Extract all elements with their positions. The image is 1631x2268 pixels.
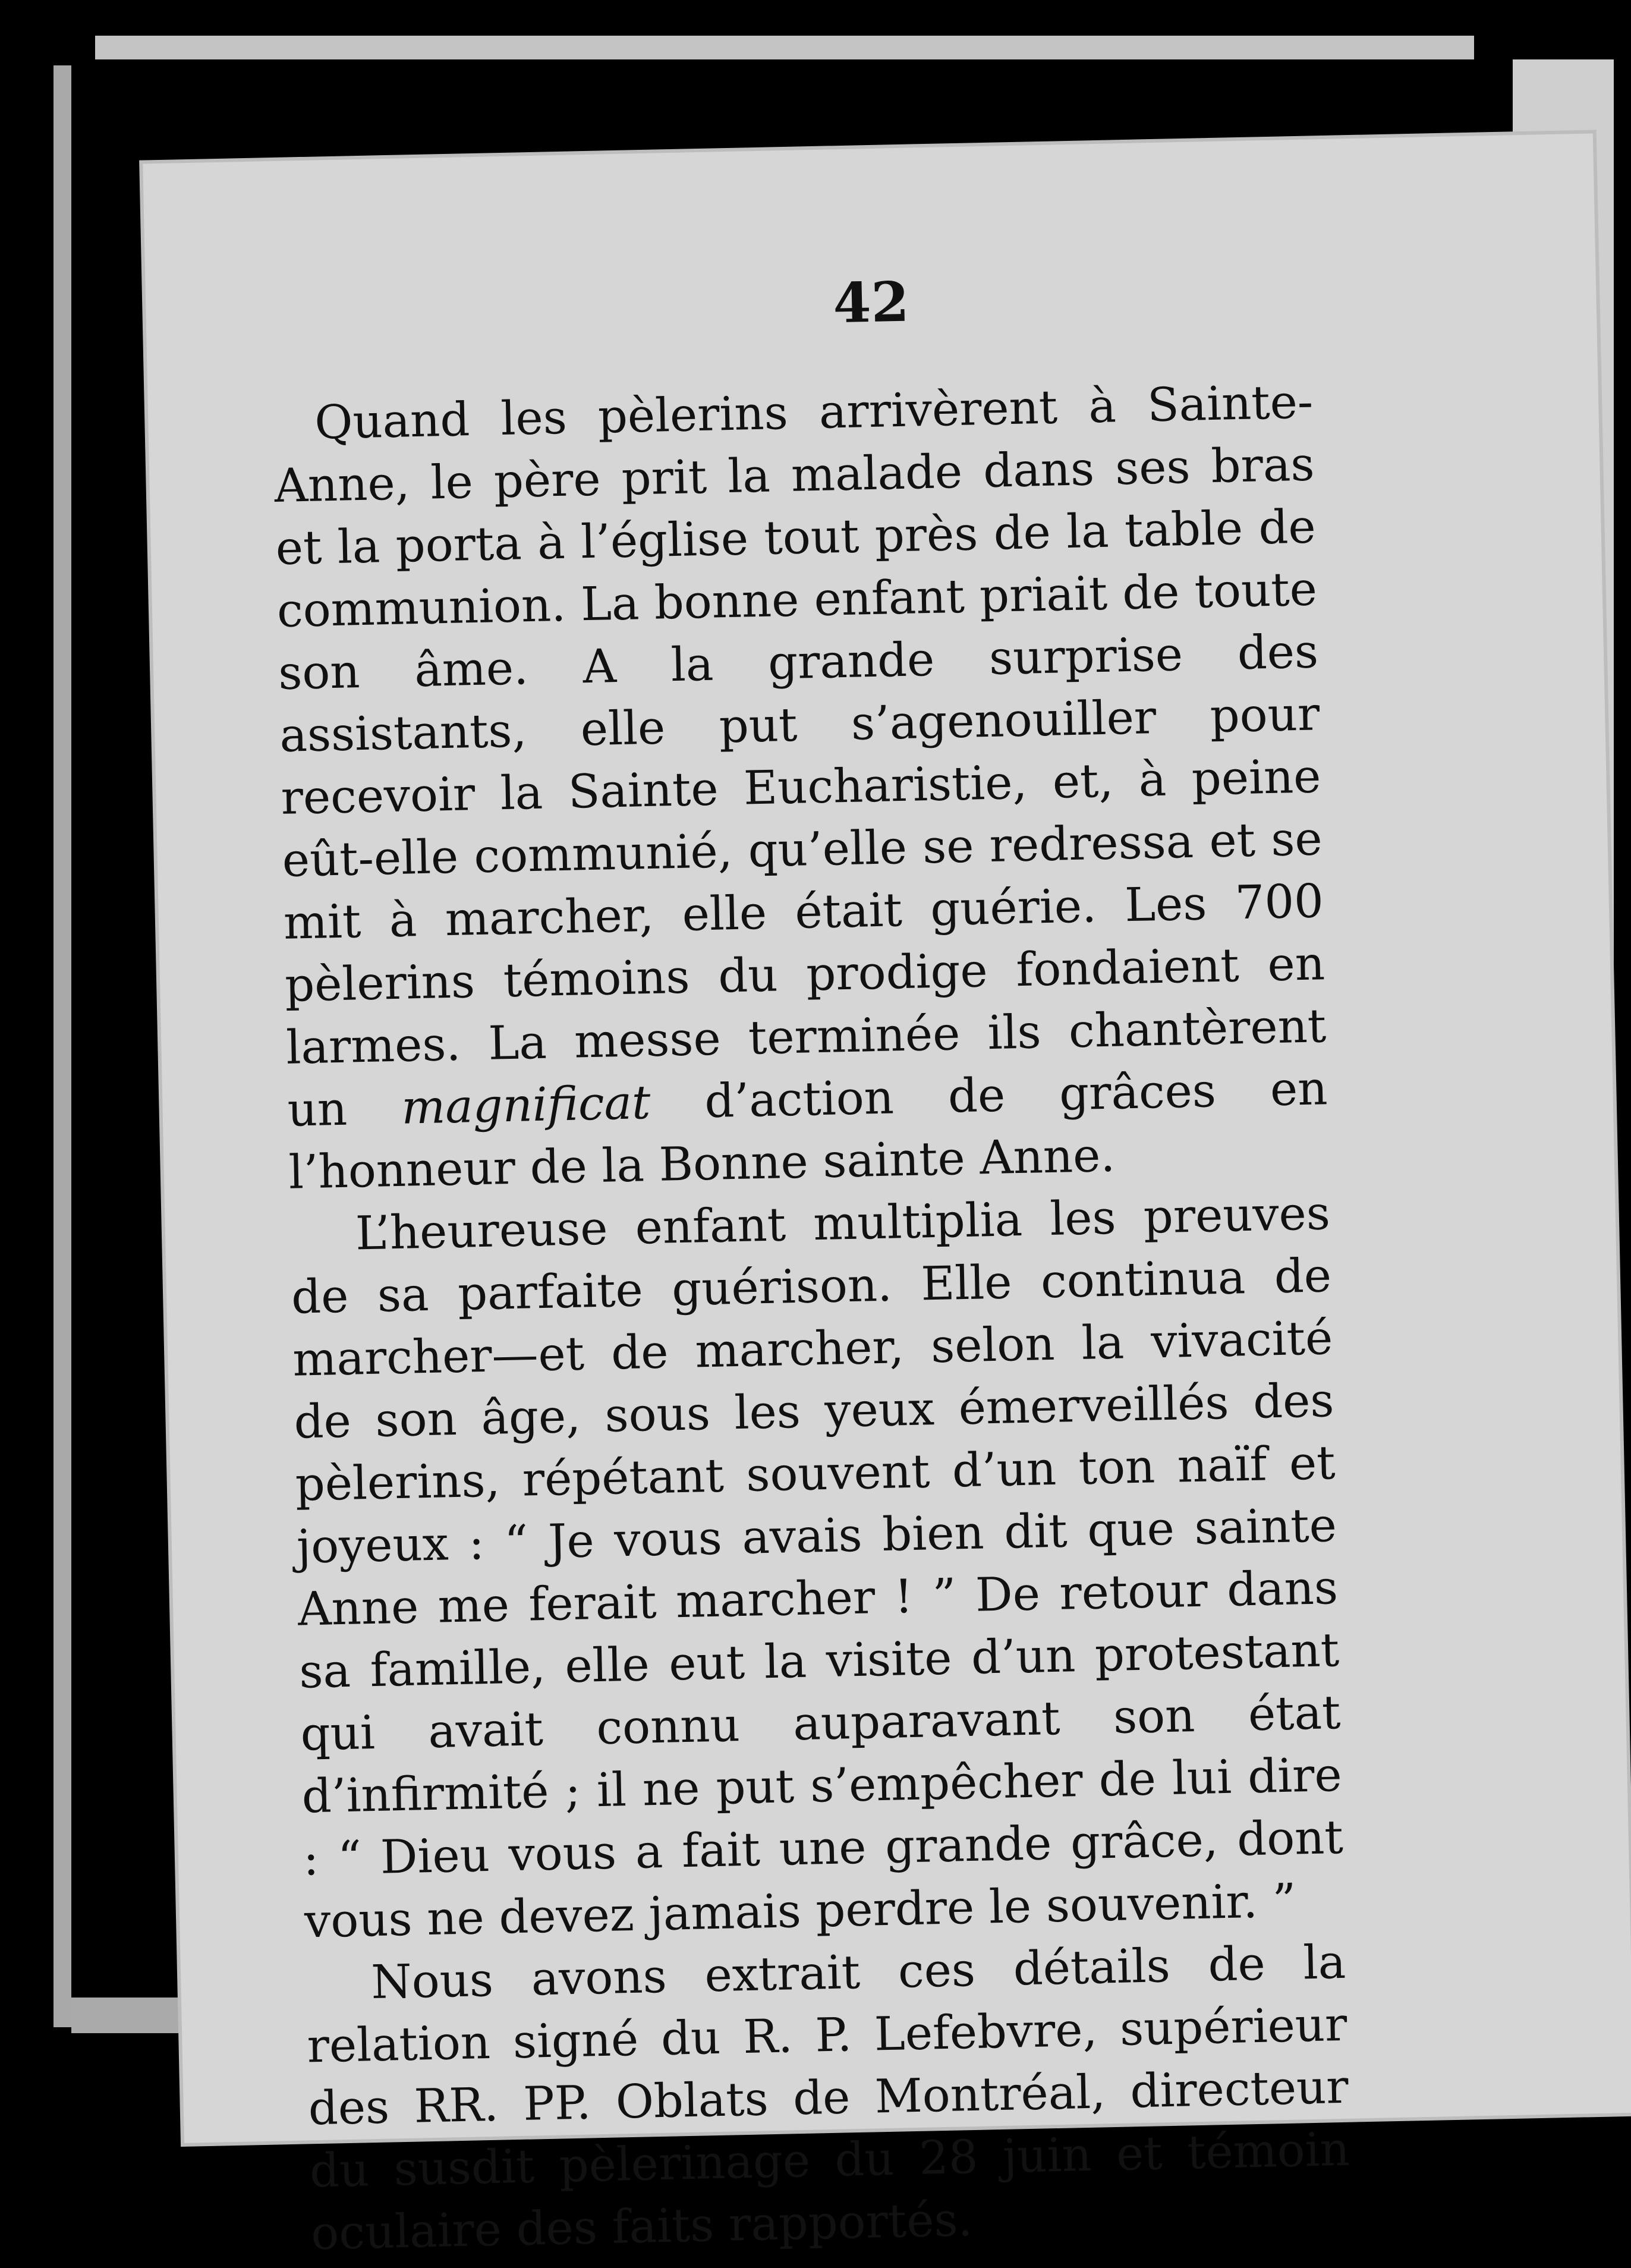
- paragraph-1-rest: d’action de grâces en l’honneur de la Bonne sainte Anne.: [288, 1062, 1328, 1200]
- book-page: [143, 133, 1631, 2261]
- paragraph-3-text: Nous avons extrait ces détails de la relation signé du R. P. Lefebvre, supérieur des RR. PP. Oblats de Montréal, directeur du susdit pèlerinage du 28 juin et témoin oculaire des faits rapportés.: [306, 1935, 1350, 2261]
- page-text: [272, 371, 1352, 2265]
- paragraph-2: [289, 1182, 1345, 1953]
- page-number: 42: [832, 269, 910, 336]
- paragraph-2-text: L’heureuse enfant multiplia les preuves de sa parfaite guérison. Elle continua de marcher—et de marcher, selon la vivacité de son âge, sous les yeux émerveillés des pèlerins, répétant souvent d’un ton naïf et joyeux : “ Je vous avais bien dit que sainte Anne me ferait marcher ! ” De retour dans sa famille, elle eut la visite d’un protestant qui avait connu auparavant son état d’infirmité ; il ne put s’empêcher de lui dire : “ Dieu vous a fait une grande grâce, dont vous ne devez jamais perdre le souvenir. ”: [291, 1187, 1344, 1949]
- paragraph-1-emphasis: magnificat: [401, 1076, 651, 1135]
- book-edge-left: [53, 65, 71, 2027]
- paragraph-1: [272, 371, 1329, 1204]
- paragraph-3: [305, 1932, 1352, 2266]
- book-edge-top: [95, 36, 1474, 59]
- paragraph-1-text: Quand les pèlerins arrivèrent à Sainte-Anne, le père prit la malade dans ses bras et la porta à l’église tout près de la table de communion. La bonne enfant priait de toute son âme. A la grande surprise des assistants, elle put s’agenouiller pour recevoir la Sainte Eucharistie, et, à peine eût-elle communié, qu’elle se redressa et se mit à marcher, elle était guérie. Les 700 pèlerins témoins du prodige fondaient en larmes. La messe terminée ils chantèrent un: [273, 375, 1327, 1137]
